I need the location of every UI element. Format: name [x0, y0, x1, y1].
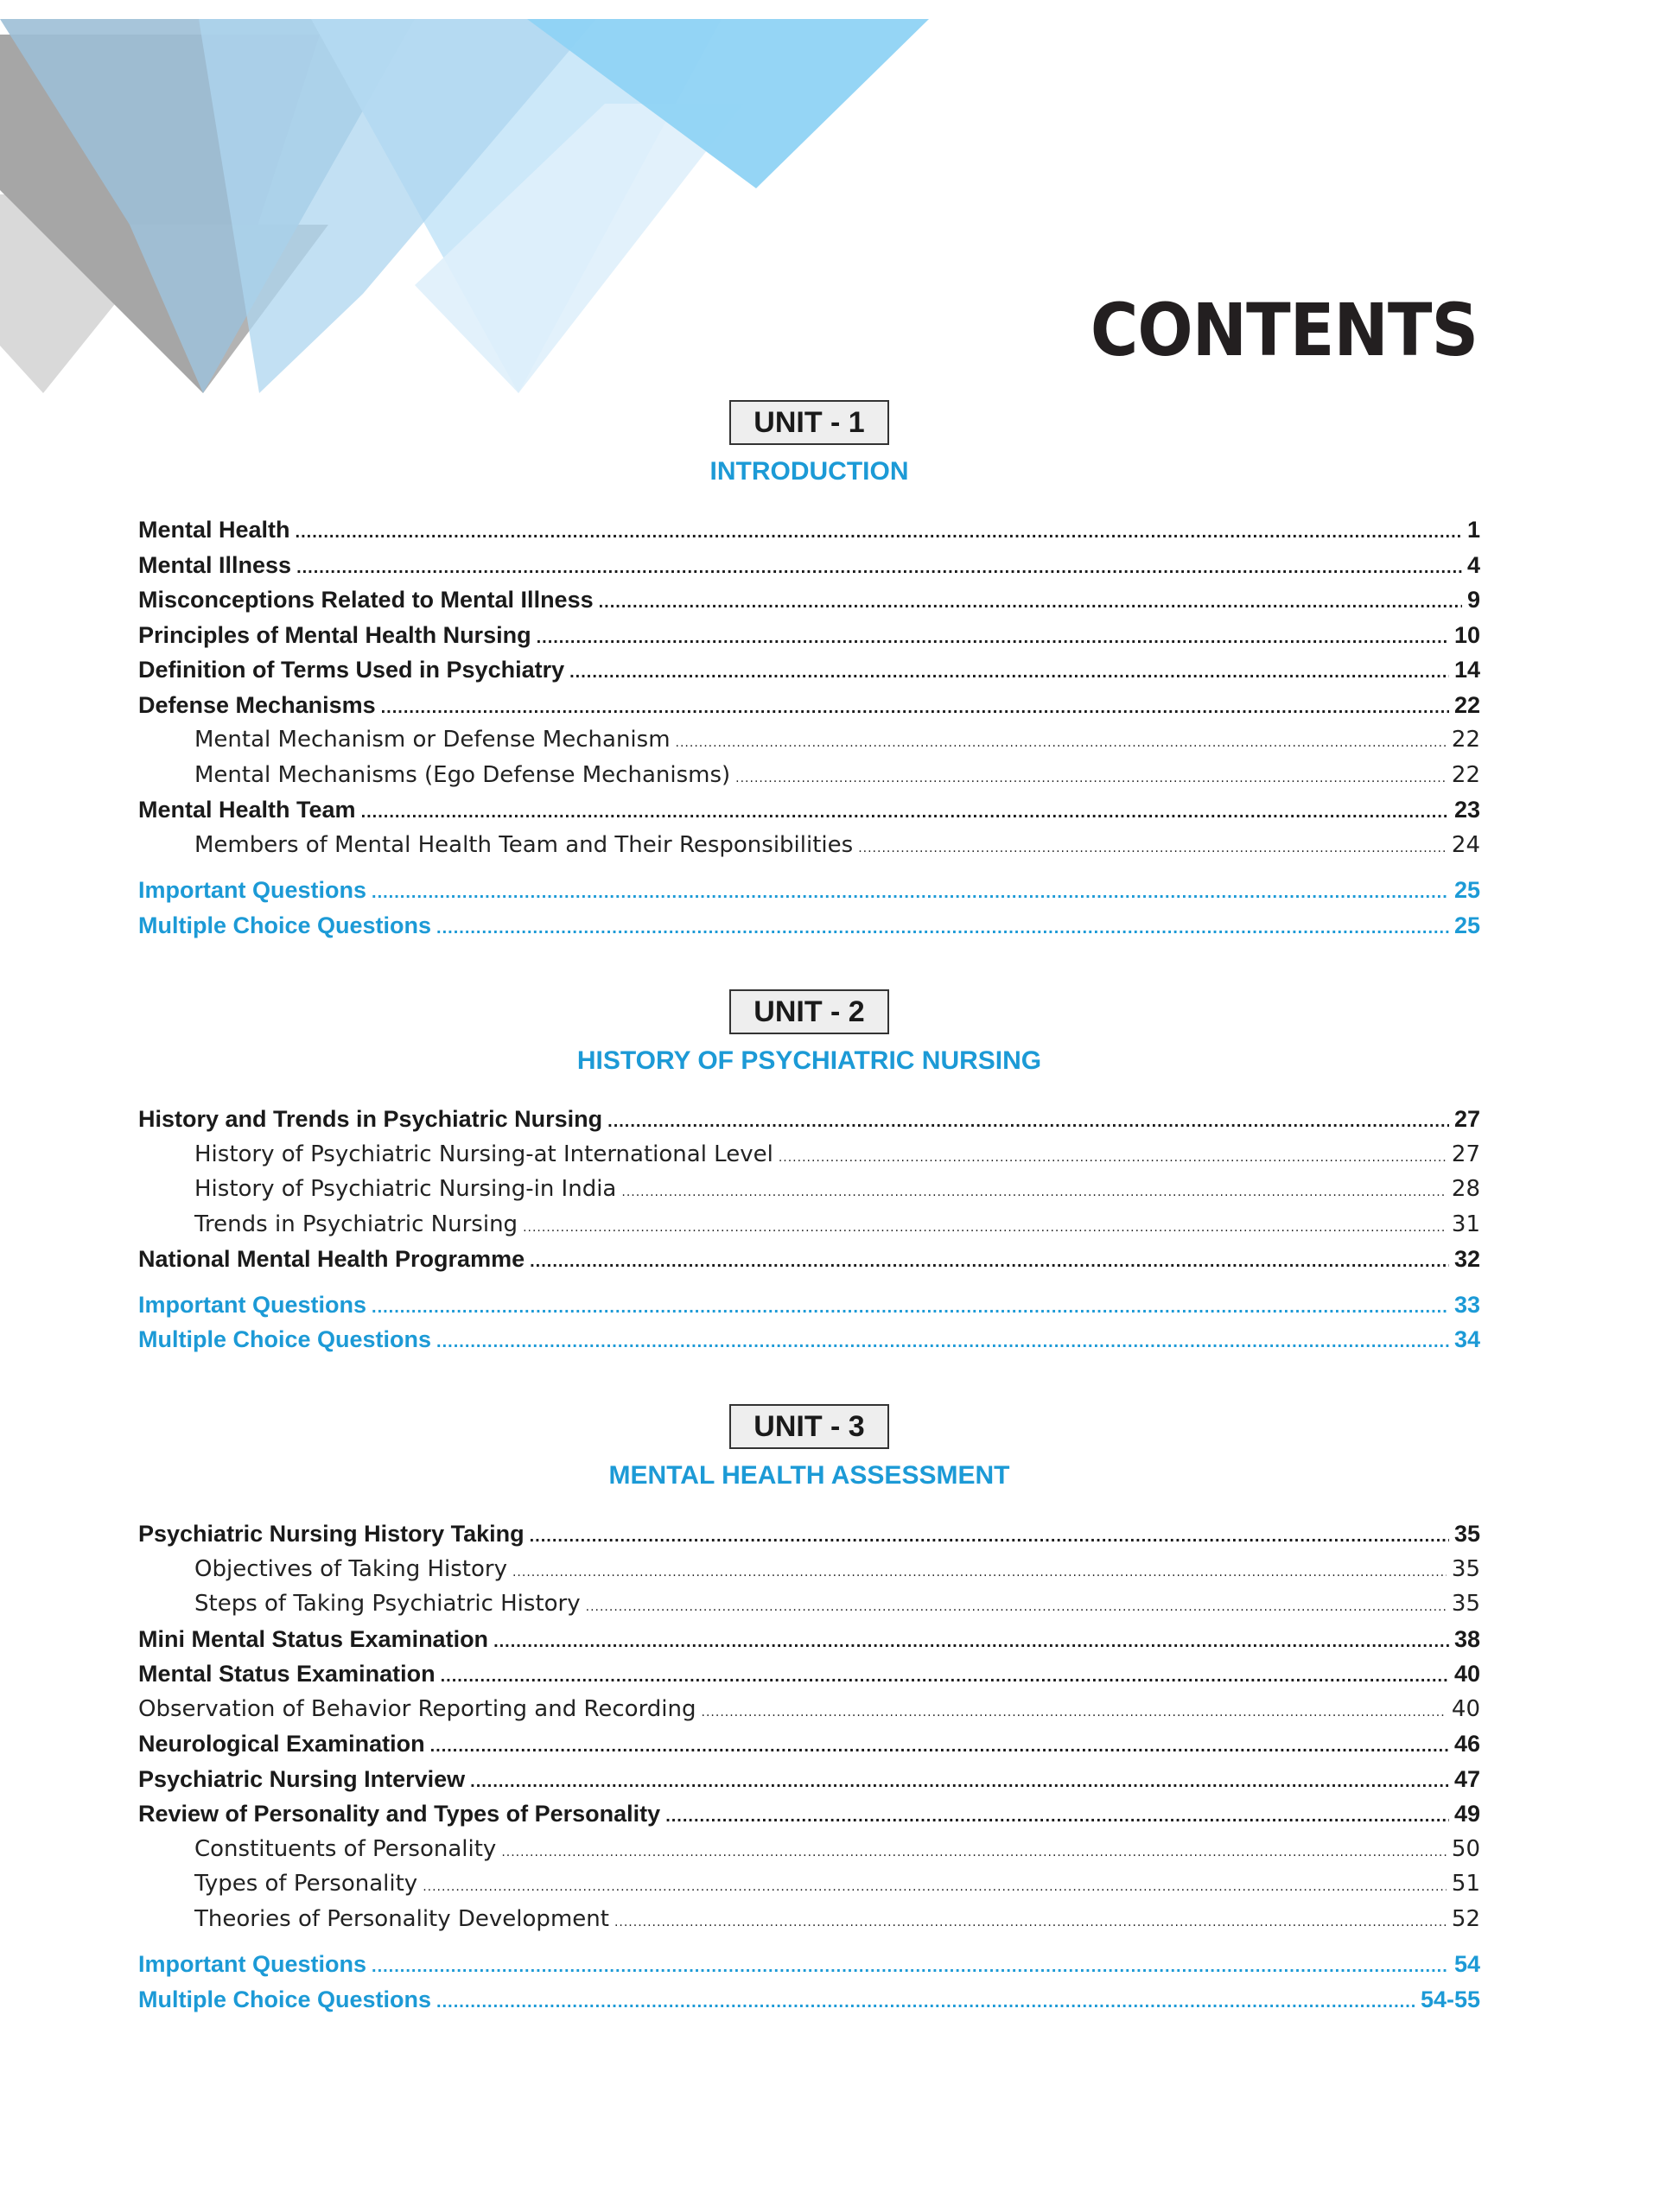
- toc-entry-page: 49: [1453, 1801, 1480, 1827]
- toc-dot-leader: [607, 1104, 1449, 1140]
- toc-dot-leader: [586, 1590, 1447, 1625]
- toc-entry[interactable]: [138, 1322, 1480, 1357]
- toc-entry[interactable]: [138, 652, 1480, 688]
- toc-dot-leader: [614, 1905, 1447, 1941]
- toc-entry[interactable]: [138, 1832, 1480, 1867]
- toc-entry-page: 40: [1451, 1695, 1480, 1722]
- page-title: CONTENTS: [1090, 288, 1478, 372]
- toc-entry-page: 35: [1451, 1555, 1480, 1582]
- toc-entry-page: 54: [1453, 1951, 1480, 1977]
- toc-entry-label: Constituents of Personality: [194, 1835, 497, 1862]
- toc-dot-leader: [423, 1870, 1447, 1905]
- unit-section: [138, 1404, 1480, 2017]
- toc-entry[interactable]: [138, 1796, 1480, 1832]
- toc-dot-leader: [665, 1799, 1449, 1834]
- toc-entry-page: 23: [1453, 797, 1480, 823]
- toc-entry[interactable]: [138, 722, 1480, 758]
- toc-entry-label: Types of Personality: [194, 1871, 418, 1897]
- toc-dot-leader: [470, 1764, 1449, 1800]
- toc-entry[interactable]: [138, 1622, 1480, 1657]
- toc-entry-page: 34: [1453, 1326, 1480, 1352]
- toc-entry-label: Observation of Behavior Reporting and Recording: [138, 1695, 696, 1722]
- toc-dot-leader: [493, 1624, 1449, 1660]
- toc-dot-leader: [530, 1244, 1449, 1280]
- toc-entry[interactable]: [138, 1552, 1480, 1587]
- toc-entry[interactable]: [138, 908, 1480, 944]
- unit-section: [138, 400, 1480, 943]
- unit-section: [138, 989, 1480, 1357]
- toc-entry-label: Mental Health: [138, 517, 290, 543]
- toc-dot-leader: [537, 620, 1449, 656]
- unit-label: UNIT - 2: [729, 989, 888, 1034]
- toc-entry[interactable]: [138, 688, 1480, 723]
- toc-entry[interactable]: [138, 1137, 1480, 1173]
- toc-entry-page: 25: [1453, 912, 1480, 938]
- toc-entry[interactable]: [138, 1692, 1480, 1727]
- toc-entry-label: Important Questions: [138, 877, 367, 903]
- toc-dot-leader: [530, 1519, 1449, 1554]
- toc-entry-page: 25: [1453, 877, 1480, 903]
- toc-entry-label: Theories of Personality Development: [194, 1905, 609, 1932]
- toc-dot-leader: [381, 690, 1449, 726]
- toc-entry-label: Multiple Choice Questions: [138, 1326, 432, 1352]
- toc-entry[interactable]: [138, 1982, 1480, 2018]
- toc-entry-page: 24: [1451, 831, 1480, 858]
- toc-dot-leader: [436, 1985, 1415, 2020]
- toc-entry[interactable]: [138, 1242, 1480, 1277]
- toc-entry-label: Principles of Mental Health Nursing: [138, 621, 531, 648]
- unit-label: UNIT - 3: [729, 1404, 888, 1449]
- toc-entry-label: Important Questions: [138, 1291, 367, 1318]
- toc-dot-leader: [436, 1325, 1449, 1360]
- toc-entry-label: Mental Status Examination: [138, 1661, 436, 1687]
- toc-dot-leader: [372, 875, 1449, 911]
- toc-entry-label: Important Questions: [138, 1951, 367, 1977]
- unit-title: INTRODUCTION: [709, 457, 909, 486]
- toc-entry-page: 50: [1451, 1835, 1480, 1862]
- unit-title: MENTAL HEALTH ASSESSMENT: [608, 1461, 1010, 1490]
- toc-entry-page: 27: [1451, 1141, 1480, 1167]
- toc-entry[interactable]: [138, 1947, 1480, 1982]
- toc-entry-label: Multiple Choice Questions: [138, 912, 432, 938]
- header-decoration-triangles: [0, 0, 951, 406]
- toc-entry-label: Mental Mechanisms (Ego Defense Mechanisms): [194, 761, 731, 788]
- toc-entry[interactable]: [138, 1866, 1480, 1902]
- toc-entry-page: 46: [1453, 1731, 1480, 1757]
- toc-entry-label: History and Trends in Psychiatric Nursing: [138, 1106, 603, 1132]
- toc-entry[interactable]: [138, 512, 1480, 548]
- toc-entry-label: Review of Personality and Types of Personality: [138, 1801, 661, 1827]
- toc-entry-label: Mini Mental Status Examination: [138, 1625, 489, 1652]
- toc-entry-page: 47: [1453, 1765, 1480, 1792]
- toc-entry-page: 52: [1451, 1905, 1480, 1932]
- toc-entry[interactable]: [138, 828, 1480, 863]
- unit-label: UNIT - 1: [729, 400, 888, 445]
- toc-entry[interactable]: [138, 1102, 1480, 1137]
- toc-entry-label: Misconceptions Related to Mental Illness: [138, 587, 594, 613]
- toc-entry-label: Neurological Examination: [138, 1731, 425, 1757]
- toc-entry-page: 51: [1451, 1871, 1480, 1897]
- toc-dot-leader: [296, 515, 1462, 550]
- toc-entry[interactable]: [138, 1902, 1480, 1937]
- toc-entry-label: Objectives of Taking History: [194, 1555, 507, 1582]
- toc-entry[interactable]: [138, 758, 1480, 793]
- toc-dot-leader: [372, 1290, 1449, 1325]
- toc-entry-page: 31: [1451, 1211, 1480, 1237]
- toc-dot-leader: [361, 795, 1449, 830]
- toc-entry-label: Mental Mechanism or Defense Mechanism: [194, 727, 671, 753]
- toc-dot-leader: [501, 1835, 1447, 1871]
- toc-entry[interactable]: [138, 1516, 1480, 1552]
- toc-entry[interactable]: [138, 1172, 1480, 1207]
- toc-entry-label: Multiple Choice Questions: [138, 1986, 432, 2012]
- toc-dot-leader: [441, 1659, 1449, 1694]
- toc-dot-leader: [296, 550, 1462, 586]
- toc-entry[interactable]: [138, 582, 1480, 618]
- toc-entry[interactable]: [138, 792, 1480, 828]
- toc-entry-page: 1: [1466, 517, 1480, 543]
- toc-entry[interactable]: [138, 1287, 1480, 1323]
- toc-entry[interactable]: [138, 618, 1480, 653]
- toc-entry-label: Mental Illness: [138, 551, 292, 578]
- toc-dot-leader: [569, 655, 1449, 690]
- toc-entry-label: Psychiatric Nursing History Taking: [138, 1521, 525, 1547]
- toc-dot-leader: [779, 1141, 1447, 1176]
- toc-entry-label: History of Psychiatric Nursing-in India: [194, 1176, 617, 1202]
- toc-entry-page: 22: [1453, 691, 1480, 718]
- toc-entry[interactable]: [138, 1762, 1480, 1797]
- toc-entry-label: Defense Mechanisms: [138, 691, 376, 718]
- toc-entry-page: 27: [1453, 1106, 1480, 1132]
- toc-entry-label: Mental Health Team: [138, 797, 356, 823]
- unit-title: HISTORY OF PSYCHIATRIC NURSING: [576, 1046, 1042, 1075]
- toc-dot-leader: [372, 1949, 1449, 1985]
- toc-entry-label: Trends in Psychiatric Nursing: [194, 1211, 518, 1237]
- toc-entry-label: Members of Mental Health Team and Their Responsibilities: [194, 831, 854, 858]
- toc-entry-label: National Mental Health Programme: [138, 1246, 525, 1272]
- toc-dot-leader: [621, 1175, 1447, 1211]
- toc-dot-leader: [436, 911, 1449, 946]
- toc-entry[interactable]: [138, 1586, 1480, 1622]
- toc-dot-leader: [599, 585, 1462, 620]
- toc-entry-page: 4: [1466, 551, 1480, 578]
- toc-dot-leader: [430, 1729, 1449, 1764]
- toc-entry[interactable]: [138, 1207, 1480, 1243]
- toc-entry-page: 40: [1453, 1661, 1480, 1687]
- toc-dot-leader: [702, 1695, 1447, 1731]
- toc-entry-page: 35: [1451, 1591, 1480, 1617]
- toc-entry[interactable]: [138, 548, 1480, 583]
- toc-entry-page: 38: [1453, 1625, 1480, 1652]
- toc-entry-page: 22: [1451, 761, 1480, 788]
- toc-entry[interactable]: [138, 873, 1480, 908]
- toc-entry-label: Psychiatric Nursing Interview: [138, 1765, 466, 1792]
- toc-entry-page: 22: [1451, 727, 1480, 753]
- toc-entry-page: 14: [1453, 657, 1480, 683]
- toc-dot-leader: [512, 1555, 1447, 1591]
- toc-entry[interactable]: [138, 1726, 1480, 1762]
- toc-dot-leader: [523, 1211, 1447, 1246]
- toc-entry-label: Steps of Taking Psychiatric History: [194, 1591, 581, 1617]
- toc-dot-leader: [858, 831, 1447, 867]
- toc-entry-page: 32: [1453, 1246, 1480, 1272]
- toc-entry-page: 9: [1466, 587, 1480, 613]
- toc-entry[interactable]: [138, 1656, 1480, 1692]
- toc-entry-page: 10: [1453, 621, 1480, 648]
- toc-entry-label: Definition of Terms Used in Psychiatry: [138, 657, 565, 683]
- toc-entry-page: 28: [1451, 1176, 1480, 1202]
- toc-entry-page: 54-55: [1420, 1986, 1480, 2012]
- toc-entry-label: History of Psychiatric Nursing-at International Level: [194, 1141, 773, 1167]
- toc-entry-page: 33: [1453, 1291, 1480, 1318]
- toc-dot-leader: [676, 726, 1447, 761]
- toc-entry-page: 35: [1453, 1521, 1480, 1547]
- toc-dot-leader: [735, 761, 1447, 797]
